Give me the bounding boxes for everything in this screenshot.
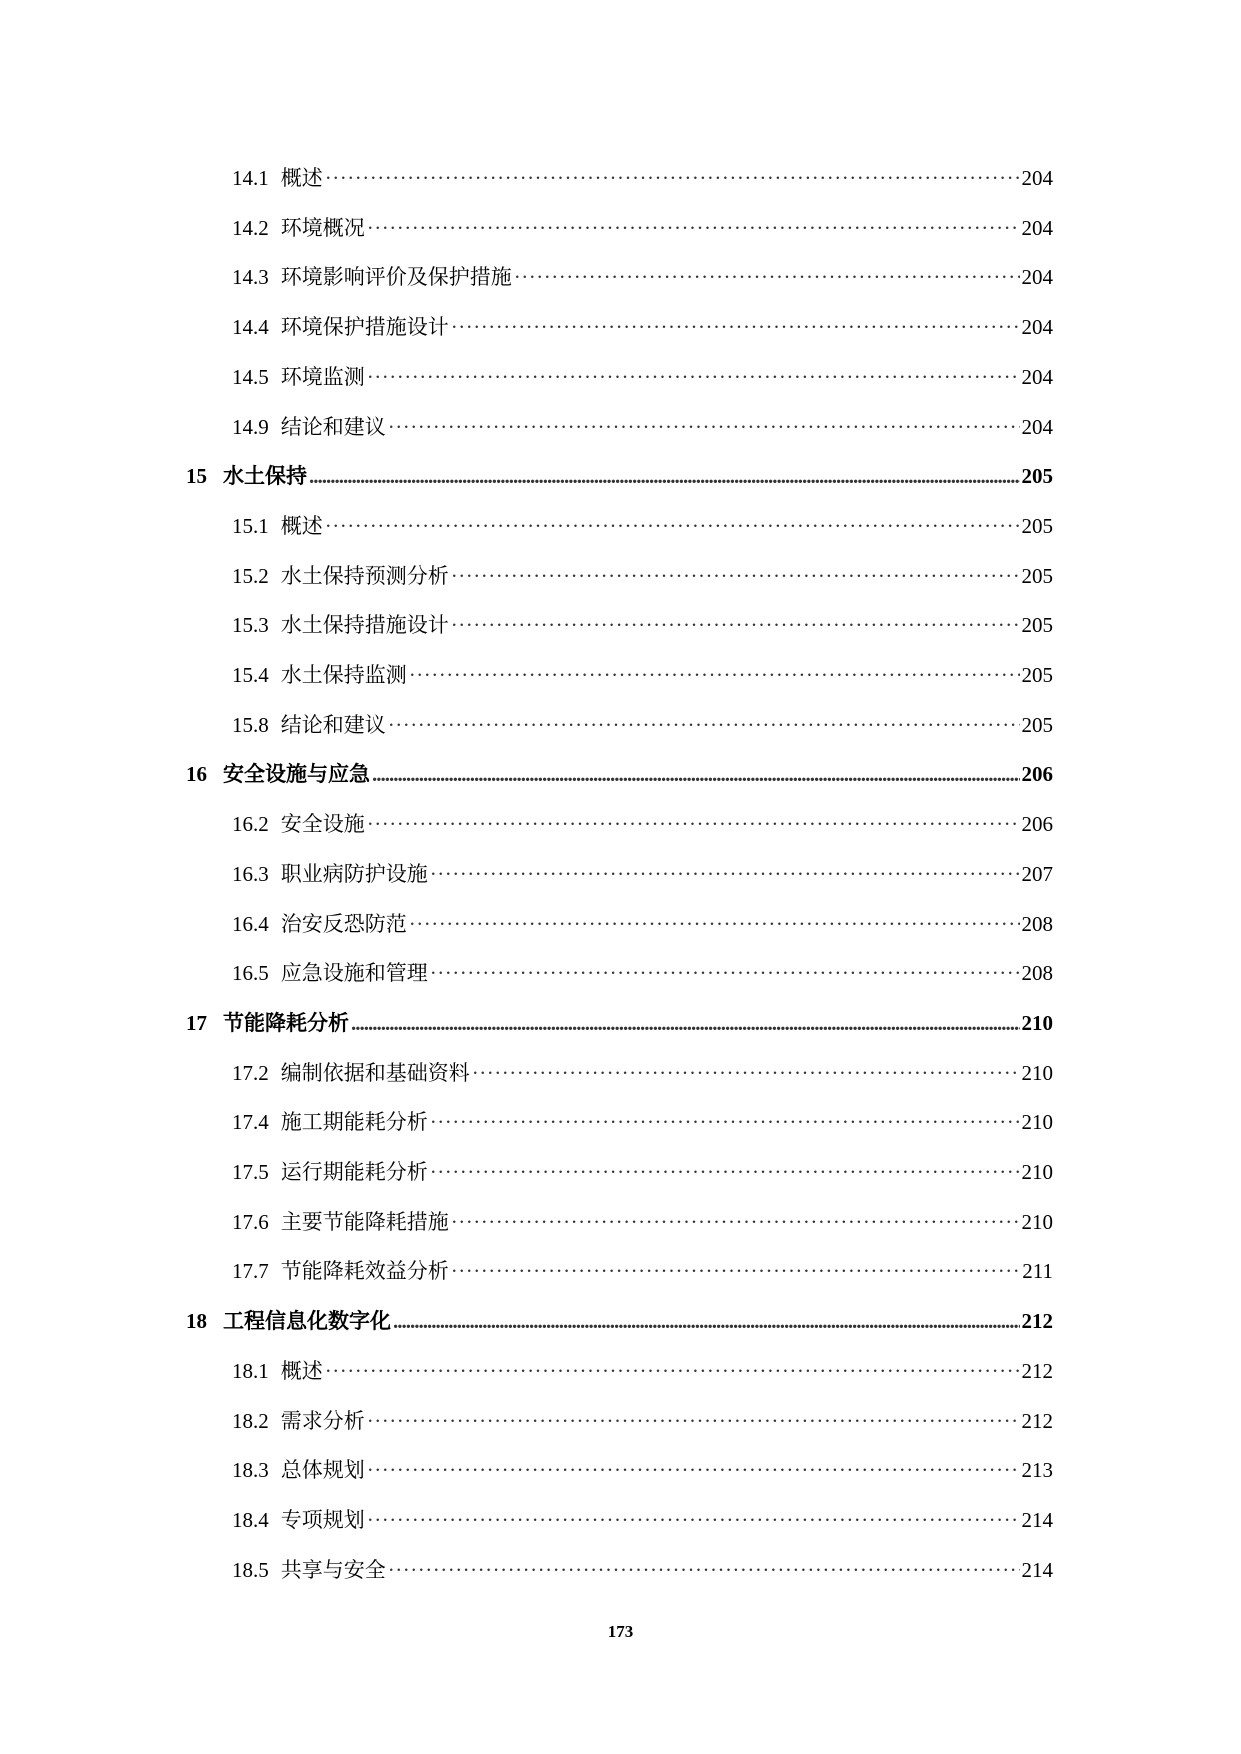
toc-section-entry (232, 1404, 1053, 1438)
toc-section-entry (232, 360, 1053, 394)
toc-entry-title: 环境保护措施设计 (280, 315, 449, 339)
toc-section-entry (232, 260, 1053, 294)
dot-leader (514, 260, 1020, 294)
toc-entry-number: 18.4 (232, 1508, 269, 1532)
toc-entry-number: 14.9 (232, 415, 269, 439)
toc-section-entry (232, 1105, 1053, 1139)
toc-entry-title: 主要节能降耗措施 (280, 1210, 449, 1234)
toc-entry-title: 治安反恐防范 (280, 912, 407, 936)
dot-leader (367, 1453, 1020, 1487)
toc-entry-page: 205 (1021, 464, 1053, 488)
toc-entry-number: 16.4 (232, 912, 269, 936)
toc-entry-page: 205 (1021, 613, 1053, 637)
dot-leader (388, 1553, 1020, 1587)
dot-leader (430, 1155, 1020, 1189)
toc-entry-number: 17.5 (232, 1160, 269, 1184)
toc-section-entry (232, 509, 1053, 543)
toc-entry-page: 210 (1021, 1210, 1053, 1234)
toc-section-entry (232, 410, 1053, 444)
toc-entry-title: 施工期能耗分析 (280, 1110, 428, 1134)
toc-entry-number: 16.5 (232, 961, 269, 985)
toc-entry-page: 204 (1021, 166, 1053, 190)
toc-section-entry (232, 1056, 1053, 1090)
toc-entry-number: 18.5 (232, 1558, 269, 1582)
toc-section-entry (232, 907, 1053, 941)
toc-entry-title: 运行期能耗分析 (280, 1160, 428, 1184)
dot-leader (367, 360, 1020, 394)
toc-entry-number: 15.3 (232, 613, 269, 637)
toc-section-entry (232, 708, 1053, 742)
toc-entry-page: 204 (1021, 415, 1053, 439)
toc-entry-number: 15.4 (232, 663, 269, 687)
toc-entry-page: 213 (1021, 1458, 1053, 1482)
toc-entry-title: 安全设施 (280, 812, 365, 836)
dot-leader (388, 410, 1020, 444)
toc-entry-number: 15.1 (232, 514, 269, 538)
toc-entry-title: 安全设施与应急 (223, 761, 370, 786)
toc-entry-page: 210 (1021, 1160, 1053, 1184)
dot-leader (367, 1503, 1020, 1537)
dot-leader (430, 1105, 1020, 1139)
page-number: 173 (607, 1622, 634, 1641)
toc-chapter-entry (186, 459, 1053, 493)
toc-entry-title: 环境概况 (280, 216, 365, 240)
toc-section-entry (232, 608, 1053, 642)
dot-leader (451, 608, 1020, 642)
dot-leader (451, 1205, 1020, 1239)
toc-entry-page: 210 (1021, 1011, 1053, 1035)
toc-section-entry (232, 1205, 1053, 1239)
toc-entry-title: 职业病防护设施 (280, 862, 428, 886)
toc-entry-page: 207 (1021, 862, 1053, 886)
toc-entry-number: 17.2 (232, 1061, 269, 1085)
toc-entry-title: 概述 (280, 166, 323, 190)
toc-section-entry (232, 211, 1053, 245)
toc-entry-title: 概述 (280, 514, 323, 538)
toc-entry-title: 水土保持预测分析 (280, 564, 449, 588)
toc-entry-page: 205 (1021, 713, 1053, 737)
toc-entry-title: 水土保持 (223, 463, 307, 488)
dot-leader (367, 211, 1020, 245)
dot-leader (430, 956, 1020, 990)
toc-section-entry (232, 1453, 1053, 1487)
dot-leader (451, 559, 1020, 593)
toc-entry-title: 专项规划 (280, 1508, 365, 1532)
toc-entry-number: 17.7 (232, 1259, 269, 1283)
toc-entry-number: 18.3 (232, 1458, 269, 1482)
toc-entry-number: 17 (186, 1011, 207, 1035)
toc-entry-title: 结论和建议 (280, 713, 386, 737)
toc-entry-title: 环境影响评价及保护措施 (280, 265, 512, 289)
toc-entry-page: 208 (1021, 961, 1053, 985)
dot-leader (325, 161, 1020, 195)
dot-leader (409, 658, 1020, 692)
toc-entry-page: 212 (1021, 1409, 1053, 1433)
toc-entry-number: 17.6 (232, 1210, 269, 1234)
toc-section-entry (232, 1503, 1053, 1537)
toc-entry-number: 15.8 (232, 713, 269, 737)
toc-entry-number: 16 (186, 762, 207, 786)
toc-section-entry (232, 857, 1053, 891)
toc-entry-number: 16.2 (232, 812, 269, 836)
toc-section-entry (232, 310, 1053, 344)
toc-entry-page: 210 (1021, 1061, 1053, 1085)
toc-section-entry (232, 1553, 1053, 1587)
toc-entry-number: 14.2 (232, 216, 269, 240)
toc-section-entry (232, 161, 1053, 195)
toc-entry-page: 211 (1022, 1259, 1053, 1283)
toc-entry-number: 15.2 (232, 564, 269, 588)
dot-leader (451, 1254, 1021, 1288)
toc-entry-number: 14.3 (232, 265, 269, 289)
toc-entry-number: 18.1 (232, 1359, 269, 1383)
toc-entry-page: 206 (1021, 762, 1053, 786)
toc-entry-number: 17.4 (232, 1110, 269, 1134)
toc-entry-number: 16.3 (232, 862, 269, 886)
dot-leader (325, 1354, 1020, 1388)
dot-leader (309, 459, 1020, 493)
toc-entry-page: 204 (1021, 265, 1053, 289)
dot-leader (409, 907, 1020, 941)
dot-leader (367, 1404, 1020, 1438)
dot-leader (325, 509, 1020, 543)
toc-entry-title: 需求分析 (280, 1409, 365, 1433)
dot-leader (351, 1006, 1020, 1040)
toc-entry-title: 结论和建议 (280, 415, 386, 439)
toc-entry-number: 14.5 (232, 365, 269, 389)
toc-section-entry (232, 807, 1053, 841)
toc-entry-number: 14.4 (232, 315, 269, 339)
toc-section-entry (232, 658, 1053, 692)
toc-chapter-entry (186, 757, 1053, 791)
toc-entry-title: 总体规划 (280, 1458, 365, 1482)
toc-entry-title: 水土保持监测 (280, 663, 407, 687)
toc-entry-title: 共享与安全 (280, 1558, 386, 1582)
toc-section-entry (232, 1254, 1053, 1288)
toc-section-entry (232, 1155, 1053, 1189)
toc-entry-title: 工程信息化数字化 (223, 1308, 391, 1333)
toc-entry-page: 212 (1021, 1309, 1053, 1333)
toc-section-entry (232, 1354, 1053, 1388)
dot-leader (393, 1304, 1020, 1338)
toc-entry-page: 214 (1021, 1558, 1053, 1582)
toc-entry-title: 概述 (280, 1359, 323, 1383)
toc-entry-number: 18.2 (232, 1409, 269, 1433)
toc-chapter-entry (186, 1304, 1053, 1338)
toc-entry-page: 214 (1021, 1508, 1053, 1532)
toc-entry-page: 204 (1021, 216, 1053, 240)
toc-entry-page: 208 (1021, 912, 1053, 936)
dot-leader (367, 807, 1020, 841)
toc-entry-page: 205 (1021, 663, 1053, 687)
toc-entry-page: 205 (1021, 564, 1053, 588)
toc-entry-title: 水土保持措施设计 (280, 613, 449, 637)
dot-leader (451, 310, 1020, 344)
toc-entry-page: 210 (1021, 1110, 1053, 1134)
dot-leader (430, 857, 1020, 891)
toc-chapter-entry (186, 1006, 1053, 1040)
toc-entry-page: 204 (1021, 315, 1053, 339)
toc-entry-title: 节能降耗分析 (223, 1010, 349, 1035)
toc-entry-page: 204 (1021, 365, 1053, 389)
toc-section-entry (232, 559, 1053, 593)
toc-entry-number: 18 (186, 1309, 207, 1333)
toc-entry-page: 206 (1021, 812, 1053, 836)
toc-entry-title: 节能降耗效益分析 (280, 1259, 449, 1283)
dot-leader (372, 757, 1020, 791)
toc-entry-page: 212 (1021, 1359, 1053, 1383)
toc-entry-page: 205 (1021, 514, 1053, 538)
toc-entry-title: 应急设施和管理 (280, 961, 428, 985)
toc-entry-title: 编制依据和基础资料 (280, 1061, 470, 1085)
toc-entry-number: 15 (186, 464, 207, 488)
toc-entry-number: 14.1 (232, 166, 269, 190)
toc-entry-title: 环境监测 (280, 365, 365, 389)
dot-leader (472, 1056, 1020, 1090)
dot-leader (388, 708, 1020, 742)
toc-section-entry (232, 956, 1053, 990)
